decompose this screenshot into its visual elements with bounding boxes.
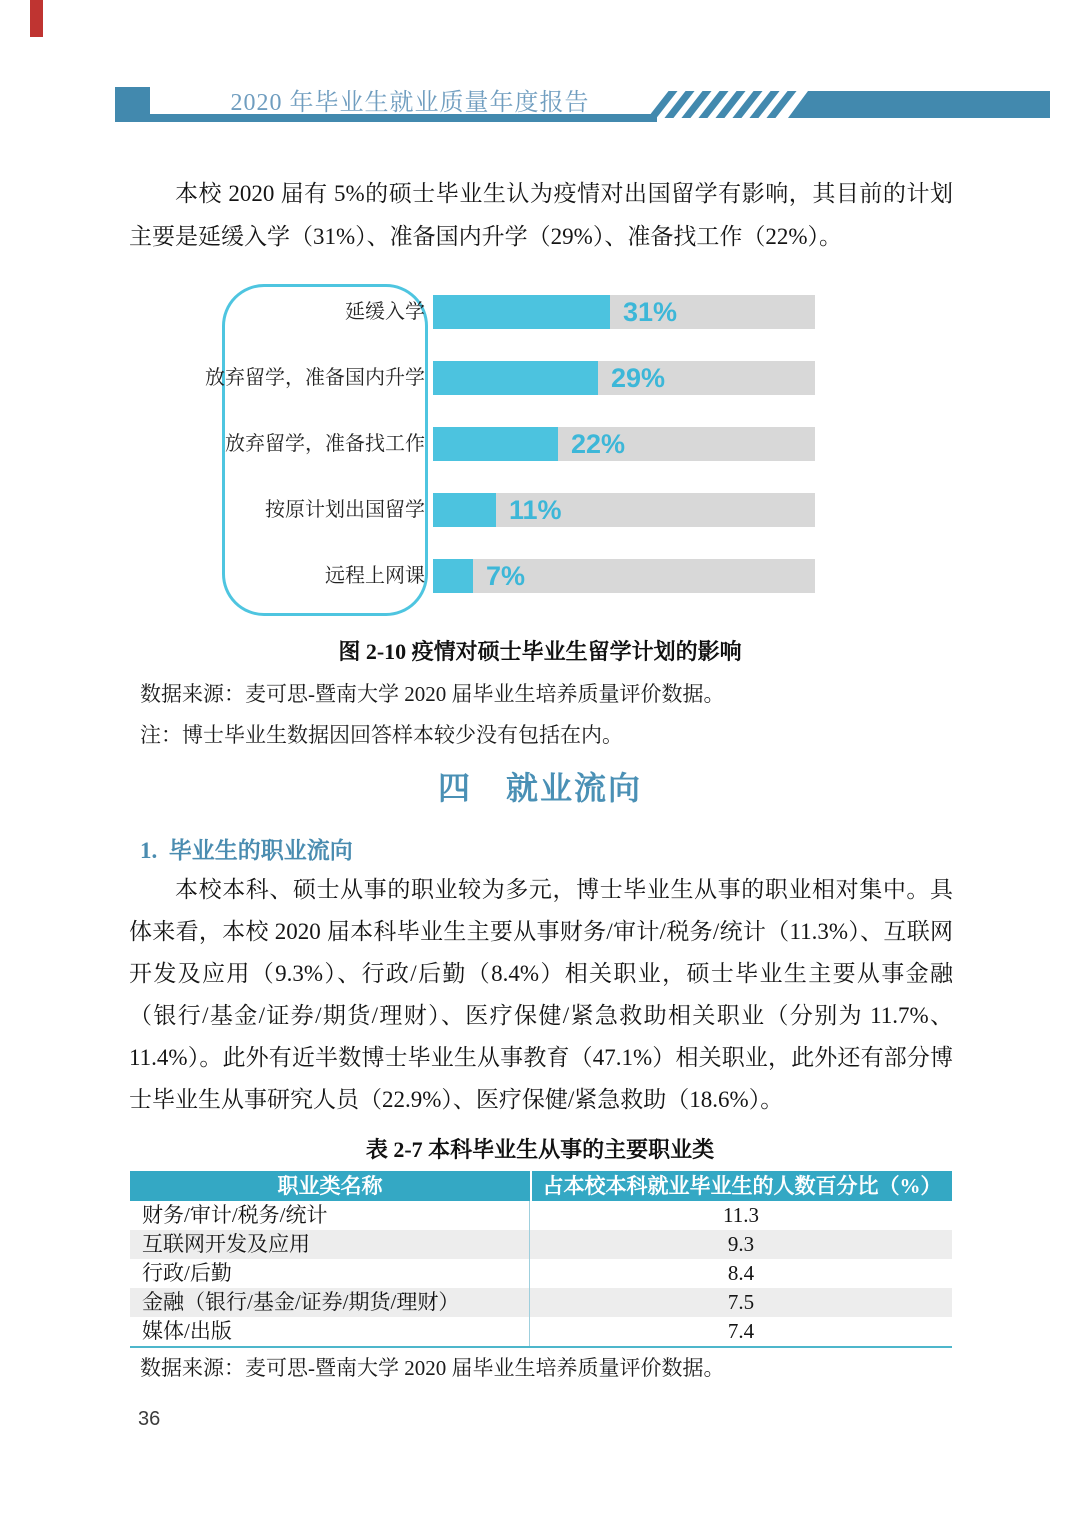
chart-bar-track [433, 427, 815, 461]
chart-caption: 图 2-10 疫情对硕士毕业生留学计划的影响 [338, 639, 742, 664]
chart-category-label: 远程上网课 [325, 565, 425, 587]
table-cell-percentage: 7.4 [727, 1319, 755, 1343]
chart-bar-track [433, 361, 815, 395]
chart-value-label: 29% [611, 363, 666, 393]
bar-chart [0, 283, 1080, 615]
table-row [130, 1259, 952, 1288]
intro-paragraph: 本校 2020 届有 5%的硕士毕业生认为疫情对出国留学有影响，其目前的计划主要是延缓入学（31%）、准备国内升学（29%）、准备找工作（22%）。 [129, 181, 953, 249]
table-row [130, 1317, 952, 1346]
page-edge-red-marker [30, 0, 43, 37]
chart-data-source: 数据来源：麦可思-暨南大学 2020 届毕业生培养质量评价数据。 [140, 682, 725, 706]
table-cell-percentage: 9.3 [727, 1232, 755, 1256]
table-row [130, 1230, 952, 1259]
chart-bar-track [433, 559, 815, 593]
chart-bar-track [433, 493, 815, 527]
chart-bar-fill [433, 493, 496, 527]
header-accent-bar [788, 91, 1050, 118]
body-paragraph: 本校本科、硕士从事的职业较为多元，博士毕业生从事的职业相对集中。具体来看，本校 2020 届本科毕业生主要从事财务/审计/税务/统计（11.3%）、互联网开发及应用（9.3%）、行政/后勤（8.4%）相关职业，硕士毕业生主要从事金融（银行/基金/证券/期货/理财）、医疗保健/紧急救助相关职业（分别为 11.7%、11.4%）。此外有近半数博士毕业生从事教育（47.1%）相关职业，此外还有部分博士毕业生从事研究人员（22.9%）、医疗保健/紧急救助（18.6%）。 [129, 877, 953, 1112]
chart-bar-track [433, 295, 815, 329]
table-header-row [130, 1171, 952, 1201]
table-header-occupation: 职业类名称 [130, 1171, 532, 1201]
table-cell-occupation: 行政/后勤 [130, 1259, 530, 1288]
chart-row [0, 295, 1080, 329]
chart-bar-fill [433, 295, 610, 329]
table-data-source: 数据来源：麦可思-暨南大学 2020 届毕业生培养质量评价数据。 [140, 1356, 725, 1380]
chart-row [0, 427, 1080, 461]
chart-category-label: 延缓入学 [345, 301, 425, 323]
table-cell-percentage: 7.5 [727, 1290, 755, 1314]
page-number: 36 [138, 1408, 161, 1430]
chart-row [0, 559, 1080, 593]
chart-value-label: 11% [509, 495, 562, 525]
table-row [130, 1288, 952, 1317]
chart-bar-fill [433, 427, 558, 461]
chart-bar-fill [433, 361, 598, 395]
table-cell-occupation: 金融（银行/基金/证券/期货/理财） [130, 1288, 530, 1317]
section-heading: 四 就业流向 [437, 770, 642, 806]
diagonal-stripes-icon [658, 91, 786, 118]
chart-note: 注：博士毕业生数据因回答样本较少没有包括在内。 [140, 723, 623, 747]
table-cell-occupation: 财务/审计/税务/统计 [130, 1201, 530, 1230]
chart-value-label: 7% [486, 561, 526, 591]
chart-category-label: 放弃留学，准备找工作 [225, 433, 425, 455]
table-cell-percentage: 11.3 [723, 1203, 759, 1227]
chart-row [0, 493, 1080, 527]
table-row [130, 1201, 952, 1230]
subsection-heading: 1. 毕业生的职业流向 [140, 838, 353, 863]
chart-value-label: 31% [623, 297, 678, 327]
table-cell-occupation: 互联网开发及应用 [130, 1230, 530, 1259]
table-title: 表 2-7 本科毕业生从事的主要职业类 [365, 1137, 715, 1162]
chart-value-label: 22% [571, 429, 626, 459]
chart-row [0, 361, 1080, 395]
table-cell-percentage: 8.4 [727, 1261, 755, 1285]
table-header-percentage: 占本校本科就业毕业生的人数百分比（%） [542, 1174, 942, 1198]
table-cell-occupation: 媒体/出版 [130, 1317, 530, 1346]
table-body [130, 1201, 952, 1346]
occupation-table [130, 1171, 952, 1348]
chart-bar-fill [433, 559, 473, 593]
chart-category-label: 按原计划出国留学 [265, 499, 425, 521]
chart-category-label: 放弃留学，准备国内升学 [205, 367, 425, 389]
report-header-title: 2020 年毕业生就业质量年度报告 [230, 90, 590, 116]
